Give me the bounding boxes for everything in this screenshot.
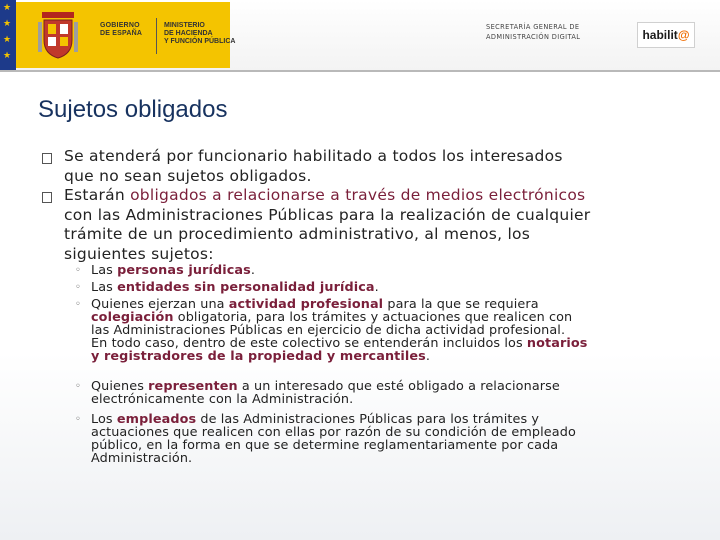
- ministerio-label: MINISTERIO DE HACIENDA Y FUNCIÓN PÚBLICA: [164, 22, 236, 45]
- coat-of-arms-icon: [38, 10, 78, 60]
- sub-item-2: Las entidades sin personalidad jurídica.: [91, 280, 379, 295]
- gobierno-label: GOBIERNO DE ESPAÑA: [100, 22, 143, 37]
- logo-at: @: [677, 28, 690, 42]
- divider: [156, 18, 157, 54]
- ring-bullet-icon: ◦: [75, 414, 81, 425]
- logo-text: habilit: [642, 28, 678, 42]
- star-icon: ★: [3, 19, 12, 29]
- square-bullet-icon: [42, 153, 52, 164]
- star-icon: ★: [3, 35, 12, 45]
- eu-flag-strip: [0, 0, 16, 72]
- star-icon: ★: [3, 3, 12, 13]
- ring-bullet-icon: ◦: [75, 299, 81, 310]
- sub-item-4: Quienes representen a un interesado que esté obligado a relacionarse electrónicamente con la Administración.: [91, 379, 560, 407]
- sub-item-3: Quienes ejerzan una actividad profesional para la que se requiera colegiación obligatoria, para los trámites y actuaciones que realicen con las Administraciones Públicas en ejercicio de dicha actividad profesional. En todo caso, dentro de este colectivo se entenderán incluidos los notarios y registradores de la propiedad y mercantiles.: [91, 297, 588, 364]
- government-logo: [16, 2, 236, 68]
- ring-bullet-icon: ◦: [75, 381, 81, 392]
- bullet-1: Se atenderá por funcionario habilitado a todos los interesados que no sean sujetos obligados.: [64, 147, 563, 185]
- sub-item-5: Los empleados de las Administraciones Públicas para los trámites y actuaciones que realicen con ellas por razón de su condición de empleado público, en la forma en que se determine reglamentariamente por cada Administración.: [91, 412, 576, 466]
- header-bar: [0, 0, 720, 70]
- bullet-2: Estarán obligados a relacionarse a través de medios electrónicos con las Administraciones Públicas para la realización de cualquier trámite de un procedimiento administrativo, al menos, los siguientes sujetos:: [64, 186, 591, 263]
- star-icon: ★: [3, 51, 12, 61]
- ring-bullet-icon: ◦: [75, 282, 81, 293]
- page-title: Sujetos obligados: [38, 96, 228, 123]
- square-bullet-icon: [42, 192, 52, 203]
- habilit-logo: [637, 22, 695, 48]
- secretaria-label: SECRETARÍA GENERAL DE ADMINISTRACIÓN DIGITAL: [486, 23, 581, 41]
- sub-item-1: Las personas jurídicas.: [91, 263, 256, 278]
- ring-bullet-icon: ◦: [75, 265, 81, 276]
